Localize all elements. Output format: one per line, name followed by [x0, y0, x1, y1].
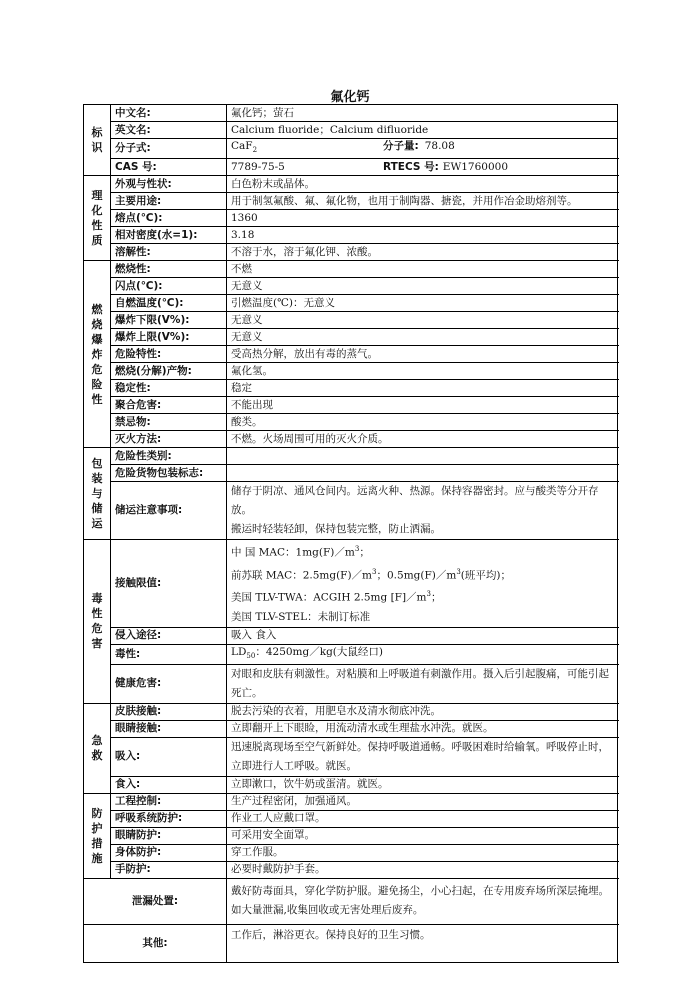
limit-line-us-stel: 美国 TLV-STEL：未制订标准: [231, 610, 371, 623]
respiratory-value: 作业工人应戴口罩。: [227, 810, 618, 827]
row-hazard-property: [84, 346, 618, 363]
engineering-control-value: 生产过程密闭，加强通风。: [227, 793, 618, 810]
body-protection-label: 身体防护:: [111, 844, 227, 861]
flash-point-label: 闪点(℃):: [111, 278, 227, 295]
exposure-limits-value: [227, 540, 618, 628]
body-protection-value: 穿工作服。: [227, 844, 618, 861]
eye-protection-label: 眼睛防护:: [111, 827, 227, 844]
appearance-value: 白色粉末或晶体。: [227, 176, 618, 193]
row-solubility: [84, 244, 618, 261]
row-appearance: [84, 176, 618, 193]
stability-value: 稳定: [227, 380, 618, 397]
flammability-label: 燃烧性:: [111, 261, 227, 278]
density-label: 相对密度(水=1):: [111, 227, 227, 244]
section-fire-hazard: 燃烧爆炸危险性: [84, 261, 111, 448]
section-identification: 标识: [84, 105, 111, 176]
row-melting-point: [84, 210, 618, 227]
autoignition-value: 引燃温度(℃)：无意义: [227, 295, 618, 312]
solubility-label: 溶解性:: [111, 244, 227, 261]
row-autoignition: [84, 295, 618, 312]
row-cas: [84, 159, 618, 176]
toxicity-label: 毒性:: [111, 644, 227, 664]
spill-line: 如大量泄漏,收集回收或无害处理后废弃。: [231, 904, 424, 917]
storage-notes-line: 搬运时轻装轻卸，保持包装完整，防止洒漏。: [231, 523, 441, 536]
section-storage: 包装与储运: [84, 448, 111, 540]
formula-cell: [227, 139, 618, 159]
exposure-route-label: 侵入途径:: [111, 627, 227, 644]
cas-cell: [227, 159, 618, 176]
other-value: 工作后，淋浴更衣。保持良好的卫生习惯。: [227, 924, 618, 962]
section-physchem: 理化性质: [84, 176, 111, 261]
row-stability: [84, 380, 618, 397]
row-polymerization: [84, 397, 618, 414]
flash-point-value: 无意义: [227, 278, 618, 295]
extinguishing-value: 不燃。火场周围可用的灭火介质。: [227, 431, 618, 448]
health-hazard-line: 死亡。: [231, 686, 263, 699]
stability-label: 稳定性:: [111, 380, 227, 397]
skin-contact-value: 脱去污染的衣着，用肥皂水及清水彻底冲洗。: [227, 703, 618, 720]
row-package-label: [84, 465, 618, 482]
row-eye-protection: [84, 827, 618, 844]
row-density: [84, 227, 618, 244]
section-protection: 防护措施: [84, 793, 111, 878]
engineering-control-label: 工程控制:: [111, 793, 227, 810]
inhalation-label: 吸入:: [111, 737, 227, 776]
combustion-products-value: 氟化氢。: [227, 363, 618, 380]
en-name-label: 英文名:: [111, 122, 227, 139]
row-spill: [84, 878, 618, 924]
ingestion-value: 立即漱口，饮牛奶或蛋清。就医。: [227, 776, 618, 793]
skin-contact-label: 皮肤接触:: [111, 703, 227, 720]
row-en-name: [84, 122, 618, 139]
respiratory-label: 呼吸系统防护:: [111, 810, 227, 827]
combustion-products-label: 燃烧(分解)产物:: [111, 363, 227, 380]
row-cn-name: [84, 105, 618, 122]
polymerization-label: 聚合危害:: [111, 397, 227, 414]
flammability-value: 不燃: [227, 261, 618, 278]
storage-notes-label: 储运注意事项:: [111, 482, 227, 540]
section-toxicity: 毒性危害: [84, 540, 111, 704]
row-flammability: [84, 261, 618, 278]
spill-value: [227, 878, 618, 924]
row-uel: [84, 329, 618, 346]
melting-point-value: 1360: [227, 210, 618, 227]
hazard-class-label: 危险性类别:: [111, 448, 227, 465]
row-health-hazard: [84, 664, 618, 703]
usage-label: 主要用途:: [111, 193, 227, 210]
inhalation-line: 迅速脱离现场至空气新鲜处。保持呼吸道通畅。呼吸困难时给输氧。呼吸停止时，: [231, 740, 609, 753]
eye-contact-label: 眼睛接触:: [111, 720, 227, 737]
eye-contact-value: 立即翻开上下眼睑，用流动清水或生理盐水冲洗。就医。: [227, 720, 618, 737]
cn-name-value: 氟化钙；萤石: [227, 105, 618, 122]
ingestion-label: 食入:: [111, 776, 227, 793]
row-skin-contact: [84, 703, 618, 720]
extinguishing-label: 灭火方法:: [111, 431, 227, 448]
hazard-class-value: [227, 448, 618, 465]
mw-value: 78.08: [424, 140, 455, 152]
en-name-value: Calcium fluoride；Calcium difluoride: [227, 122, 618, 139]
spill-line: 戴好防毒面具，穿化学防护服。避免扬尘，小心扫起，在专用废弃场所深层掩埋。: [231, 885, 609, 898]
row-usage: [84, 193, 618, 210]
row-incompatibles: [84, 414, 618, 431]
row-eye-contact: [84, 720, 618, 737]
cn-name-label: 中文名:: [111, 105, 227, 122]
section-first-aid: 急救: [84, 703, 111, 793]
health-hazard-label: 健康危害:: [111, 664, 227, 703]
cas-label: CAS 号:: [111, 159, 227, 176]
hand-protection-label: 手防护:: [111, 861, 227, 878]
page-title: 氟化钙: [330, 90, 370, 105]
usage-value: 用于制氢氟酸、氟、氟化物，也用于制陶器、搪瓷，并用作冶金助熔剂等。: [227, 193, 618, 210]
eye-protection-value: 可采用安全面罩。: [227, 827, 618, 844]
formula-label: 分子式:: [111, 139, 227, 159]
row-hazard-class: [84, 448, 618, 465]
hazard-property-label: 危险特性:: [111, 346, 227, 363]
exposure-limits-label: 接触限值:: [111, 540, 227, 628]
row-other: [84, 924, 618, 962]
storage-notes-value: [227, 482, 618, 540]
row-body-protection: [84, 844, 618, 861]
melting-point-label: 熔点(℃):: [111, 210, 227, 227]
hazard-property-value: 受高热分解，放出有毒的蒸气。: [227, 346, 618, 363]
row-exposure-limits: [84, 540, 618, 628]
formula-value: CaF$_2$: [231, 140, 258, 155]
row-toxicity: [84, 644, 618, 664]
row-engineering-control: [84, 793, 618, 810]
lel-label: 爆炸下限(V%):: [111, 312, 227, 329]
limit-line-china: 中 国 MAC：$1mg(F)/m^3$；: [231, 545, 370, 559]
toxicity-value: $LD_{50}$：4250mg／kg(大鼠经口): [227, 644, 618, 664]
other-label: 其他:: [84, 924, 227, 962]
lel-value: 无意义: [227, 312, 618, 329]
row-respiratory: [84, 810, 618, 827]
row-ingestion: [84, 776, 618, 793]
uel-label: 爆炸上限(V%):: [111, 329, 227, 346]
row-combustion-products: [84, 363, 618, 380]
autoignition-label: 自燃温度(℃):: [111, 295, 227, 312]
cas-value: 7789-75-5: [231, 160, 285, 173]
limit-line-us-twa: 美国 TLV-TWA：ACGIH 2.5mg $[F]/m^3$；: [231, 590, 442, 604]
row-inhalation: [84, 737, 618, 776]
mw-label: 分子量:: [383, 140, 419, 152]
density-value: 3.18: [227, 227, 618, 244]
spill-label: 泄漏处置:: [84, 878, 227, 924]
row-lel: [84, 312, 618, 329]
storage-notes-line: 储存于阴凉、通风仓间内。远离火种、热源。保持容器密封。应与酸类等分开存放。: [231, 485, 599, 517]
solubility-value: 不溶于水，溶于氟化钾、浓酸。: [227, 244, 618, 261]
incompatibles-value: 酸类。: [227, 414, 618, 431]
polymerization-value: 不能出现: [227, 397, 618, 414]
rtecs-value: EW1760000: [442, 160, 509, 173]
row-extinguishing: [84, 431, 618, 448]
incompatibles-label: 禁忌物:: [111, 414, 227, 431]
package-label-label: 危险货物包装标志:: [111, 465, 227, 482]
inhalation-line: 立即进行人工呼吸。就医。: [231, 759, 357, 772]
uel-value: 无意义: [227, 329, 618, 346]
limit-line-ussr: 前苏联 MAC：$2.5mg(F)/m^3$；$0.5mg(F)/m^3$(班平均)；: [231, 567, 511, 582]
row-flash-point: [84, 278, 618, 295]
row-storage-notes: [84, 482, 618, 540]
package-label-value: [227, 465, 618, 482]
row-exposure-route: [84, 627, 618, 644]
health-hazard-value: [227, 664, 618, 703]
rtecs-label: RTECS 号:: [383, 160, 439, 173]
appearance-label: 外观与性状:: [111, 176, 227, 193]
health-hazard-line: 对眼和皮肤有刺激性。对粘膜和上呼吸道有刺激作用。摄入后引起腹痛，可能引起: [231, 667, 609, 680]
hand-protection-value: 必要时戴防护手套。: [227, 861, 618, 878]
inhalation-value: [227, 737, 618, 776]
exposure-route-value: 吸入 食入: [227, 627, 618, 644]
msds-table: [83, 104, 618, 963]
row-formula: [84, 139, 618, 159]
row-hand-protection: [84, 861, 618, 878]
